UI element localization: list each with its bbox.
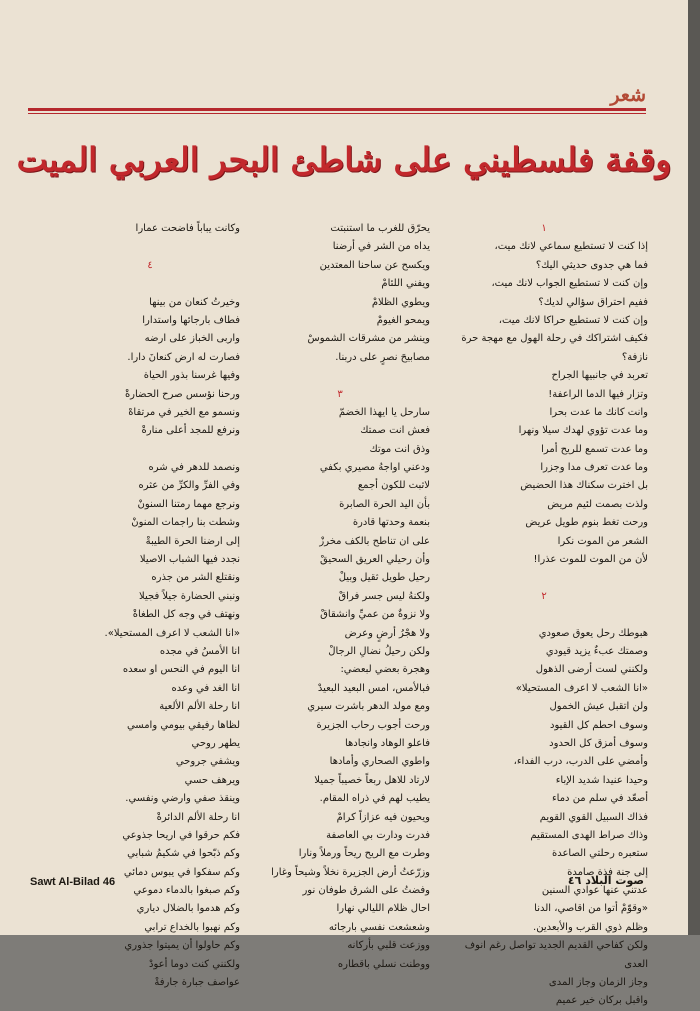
poem-line: وفضتُ على الشرق طوفان نور (302, 885, 430, 897)
poem-line: ودعني اواجهُ مصيري بكفي (319, 462, 430, 474)
poem-line: وخيرتُ كنعان من بينها (149, 296, 240, 308)
poem-line: وفي الفرِّ والكرِّ من عثره (138, 480, 240, 492)
stanza-number: ٤ (147, 259, 153, 271)
poem-line: ونصمد للدهر في شره (148, 462, 240, 474)
poem-line: وجاز الزمان وجاز المدى (548, 977, 648, 989)
poem-line: بأن اليد الحرة الصابرة (339, 498, 430, 510)
poem-line: واطوي الصحاري وأمادها (329, 756, 430, 768)
header-rule (28, 108, 646, 111)
poem-line: نازفة؟ (621, 351, 648, 363)
poem-line: وكم صبغوا بالدماء دموعي (133, 885, 240, 897)
poem-line: انا الأمسُ في مجده (159, 645, 240, 657)
poem-line: هبوطك رحل يعوق صعودي (538, 627, 648, 639)
poem-line: سارحل يا ايهذا الخضمّ (338, 406, 430, 418)
poem-line: ويكسح عن ساحنا المعتدين (319, 259, 430, 271)
poem-line: ولكن رحيلُ نضالِ الرجالْ (328, 645, 430, 657)
poem-line: نجدد فيها الشباب الاصيلا (139, 554, 240, 566)
poem-line: فصارت له ارض كنعانَ دارا. (127, 351, 240, 363)
poem-line: تعربد في جانبيها الجراح (551, 370, 648, 382)
page-edge-shadow (688, 0, 700, 935)
poem-line: ووطنت نسلي باقطاره (337, 958, 430, 970)
poem-line: بنعمة وحدتها قادرة (352, 517, 430, 529)
poem-line: لأن من الموت للموت عذرا! (533, 554, 648, 566)
poem-line: يحرّق للغرب ما استنبتت (330, 223, 430, 234)
stanza-gap (440, 569, 648, 587)
poem-line: ويحيون فيه عزازاً كرامْ (336, 811, 430, 823)
poem-line: وطرت مع الريح ريحاً ورملاً ونارا (298, 848, 430, 860)
poem-line: رحيل طويل ثقيل وبيلْ (338, 572, 430, 584)
footer-page-label-latin: Sawt Al-Bilad 46 (30, 876, 116, 888)
poem-line: فدرت ودارت بي العاصفة (326, 829, 430, 841)
poem-line: عدتني عنها عوادي السنين (541, 885, 648, 897)
poem-line: «انا الشعب لا اعرف المستحيلا» (515, 682, 648, 694)
poem-line: وأمضي على الدرب، درب الفداء، (513, 756, 648, 768)
poem-line: وما عدت تعرف مدا وجزرا (540, 462, 648, 474)
poem-line: مصابيحَ نصرٍ على دربنا. (335, 351, 430, 363)
poem-line: إلى ارضنا الحرة الطيبةْ (145, 535, 240, 547)
poem-line: يطيب لهم في ذراه المقام. (319, 793, 430, 805)
stanza-number: ١ (541, 223, 547, 234)
poem-line: فكم حرقوا في اريحا جذوعي (122, 829, 240, 841)
poem-line: العدى (624, 958, 648, 970)
poem-line: واربى الخباز على ارضه (144, 333, 240, 345)
poem-line: وما عدت تؤوي لهدك سيلا ونهرا (518, 425, 648, 437)
stanza-number: ٢ (541, 590, 547, 602)
poem-line: فما هي جدوى حديثي اليك؟ (535, 259, 648, 271)
poem-line: ونهتف في وجه كل الطغاةْ (132, 609, 240, 621)
poem-line: إلى جنة فذة صامدة (567, 866, 648, 878)
poem-column-2 (250, 220, 430, 974)
poem-line: وظلم ذوي القرب والأبعدين. (533, 921, 648, 933)
poem-line: ستعبره رحلتي الصاعدة (551, 848, 648, 860)
poem-line: فذاك السبيل القوي القويم (539, 811, 648, 823)
poem-line: ولكن كفاحي القديم الجديد تواصل رغم انوف (464, 940, 648, 952)
header-rule-thin (28, 113, 646, 114)
poem-line: عواصف جبارة جارفةْ (154, 977, 240, 989)
poem-line: وإن كنت لا تستطيع الجواب لانك ميت، (491, 278, 648, 290)
poem-line: وزرّعتُ أرض الجزيرة نخلاً وشيحاً وغارا (271, 866, 430, 878)
poem-line: ولن اتقبل عيش الخمول (549, 701, 648, 713)
poem-line: وينقذ صفي وارضي ونفسي. (125, 793, 240, 805)
poem-line: فكيف اشتراكك في رحلة الهول مع مهجة حرة (461, 333, 648, 345)
poem-line: ولذت بصمت لئيم مريض (547, 498, 648, 510)
poem-line: ورحت تغط بنوم طويل عريض (525, 517, 648, 529)
poem-line: إذا كنت لا تستطيع سماعي لانك ميت، (494, 241, 648, 253)
stanza-gap (60, 238, 240, 256)
poem-line: انا رحلة الألم الدائرةْ (156, 811, 240, 823)
poem-line: لارتاد للاهل ربعاً خصيباً جميلا (314, 774, 430, 786)
poem-line: ويمحو الغيومْ (376, 314, 430, 326)
poem-line: يداه من الشر في أرضنا (332, 241, 430, 253)
poem-line: احال ظلام الليالي نهارا (336, 903, 430, 915)
section-label: شعر (610, 84, 646, 106)
poem-line: ونسمو مع الخير في مرتقاهْ (128, 406, 240, 418)
poem-line: فطاف بارجائها واستدارا (142, 314, 240, 326)
poem-line: وسوف أمزق كل الحدود (549, 737, 648, 749)
poem-line: وصمتك عبءٌ يزيد قيودي (545, 645, 648, 657)
poem-line: أصعّد في سلم من دماء (551, 793, 648, 805)
poem-line: بل اخترت سكناك هذا الحضيض (520, 480, 648, 492)
poem-line: انا الغد في وعده (171, 682, 240, 694)
poem-line: الشعر من الموت نكرا (557, 535, 648, 547)
poem-line: ونرفع للمجد أعلى منارةْ (141, 425, 240, 437)
poem-line: وشعشعت نفسي بارجائه (328, 921, 430, 933)
poem-line: وهجرة بعضي لبعضي: (340, 664, 430, 676)
poem-line: فاعلو الوهاد وانجادها (344, 737, 430, 749)
poem-line: وإن كنت لا تستطيع حراكا لانك ميت، (498, 314, 648, 326)
stanza-gap (60, 275, 240, 293)
poem-line: ويطوي الظلامْ (371, 296, 430, 308)
poem-line: فبالأمس، امس البعيد البعيدْ (317, 682, 430, 694)
poem-line: ولكنني كنت دوما أعودْ (149, 958, 240, 970)
poem-line: وكم ذبّحوا في شكيمُ شبابي (127, 848, 240, 860)
poem-line: انا رحلة الألم الألعية (159, 701, 240, 713)
poem-line: ونرجع مهما رمتنا السنونْ (137, 498, 240, 510)
poem-line: وكم سفكوا في يبوس دمائي (123, 866, 240, 878)
poem-line: انا اليوم في النحس او سعده (122, 664, 240, 676)
poem-line: ولكنني لست أرضى الذهول (535, 664, 648, 676)
poem-line: وحيدا عنيدا شديد الإباء (555, 774, 648, 786)
poem-line: ففيم احتراق سؤالي لديك؟ (538, 296, 648, 308)
poem-line: ولا نزوةٌ من عميِّ وانشقاقْ (320, 609, 430, 621)
poem-line: وما عدت تسمع للريح أمرا (541, 443, 648, 455)
poem-line: «انا الشعب لا اعرف المستحيلا». (104, 627, 240, 639)
poem-line: وينشر من مشرقات الشموسْ (307, 333, 430, 345)
poem-line: يطهر روحي (191, 737, 240, 749)
poem-line: على ان تناطح بالكف مخرزْ (319, 535, 430, 547)
poem-line: ورحنا نؤسس صرح الحضارةْ (124, 388, 240, 400)
poem-line: وانت كانك ما عدت بحرا (549, 406, 648, 418)
poem-line: وسوف احطم كل القيود (550, 719, 648, 731)
poem-line: ومع مولد الدهر باشرت سيري (307, 701, 430, 713)
poem-line: «وقوّمْ أتوا من اقاصي، الدنا (534, 903, 648, 915)
poem-line: لاثبت للكون أجمع (357, 480, 430, 492)
poem-line: ووزعت قلبي بأركانه (347, 940, 430, 952)
poem-line: وكانت يباباً فاضحت عمارا (135, 223, 240, 234)
poem-line: وأن رحيلي العريق السحيقْ (319, 554, 430, 566)
stanza-gap (60, 441, 240, 459)
poem-line: وشطت بنا راجمات المنونْ (131, 517, 240, 529)
poem-line: وكم هدموا بالضلال دياري (136, 903, 240, 915)
stanza-gap (440, 606, 648, 624)
poem-line: ويرهف حسي (184, 774, 240, 786)
poem-line: وذق انت موتك (369, 443, 430, 455)
poem-line: ولا هجْرُ أرضٍ وعرض (344, 627, 430, 639)
poem-line: وكم حاولوا أن يميتوا جذوري (124, 940, 240, 952)
poem-line: ويشفي جروحي (175, 756, 240, 768)
stanza-number: ٣ (337, 388, 343, 400)
poem-line: وذاك صراط الهدى المستقيم (530, 829, 648, 841)
poem-line: وتزار فيها الدما الراعفة! (548, 388, 648, 400)
stanza-gap (250, 367, 430, 385)
poem-line: واقبل بركان خير عميم (555, 995, 648, 1007)
poem-column-1 (440, 220, 648, 1011)
poem-line: ونبني الحضارة جيلاً فجيلا (139, 590, 240, 602)
poem-title: وقفة فلسطيني على شاطئ البحر العربي الميت (16, 140, 672, 179)
poem-line: ونقتلع الشر من جذره (151, 572, 240, 584)
poem-line: ويفني اللئامْ (381, 278, 430, 290)
poem-line: ورحت أجوب رحاب الجزيرة (316, 719, 430, 731)
poem-line: ولكنهُ ليس جسر فراقْ (338, 590, 430, 602)
poem-line: لظاها رفيقي بيومي وامسي (126, 719, 240, 731)
poem-line: فعش انت صمتك (360, 425, 430, 437)
poem-line: وكم نهبوا بالخداع ترابي (144, 921, 240, 933)
poem-line: وفيها غرسنا بذور الحياة (143, 370, 240, 382)
footer-page-label-arabic: صوت البلاد ٤٦ (567, 874, 644, 887)
